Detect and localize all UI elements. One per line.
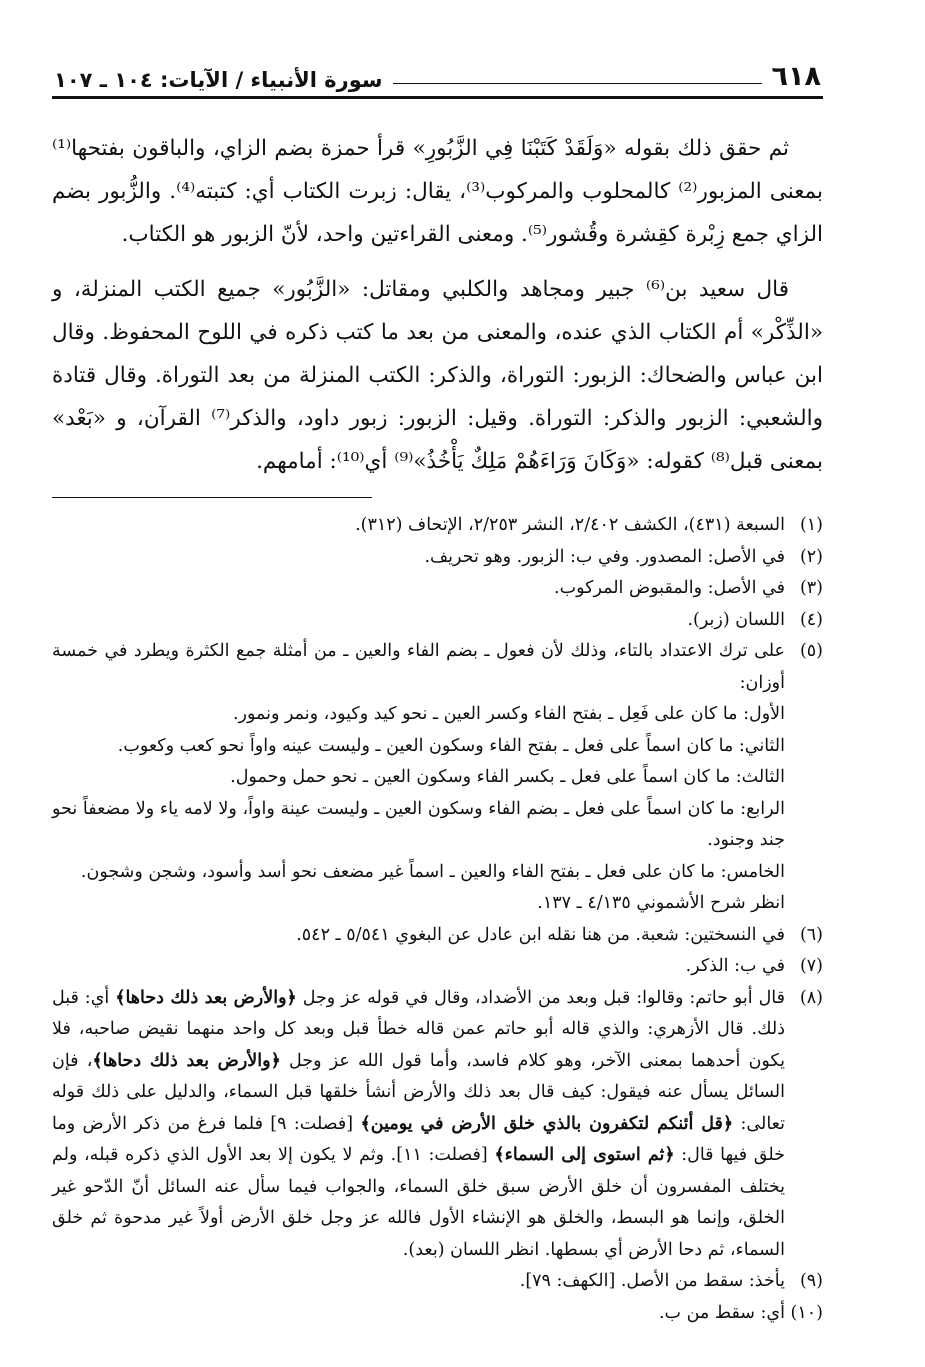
footnote-3 — [52, 573, 823, 605]
footnote-text: في الأصل: والمقبوض المركوب. — [554, 578, 785, 598]
footnote-text: ، فإن السائل يسأل عنه فيقول: كيف قال بعد ذلك والأرض أنشأ خلقها قبل السماء، والدليل على ذلك قوله تعالى: — [52, 1050, 785, 1134]
footnote-number: (٦) — [799, 924, 823, 945]
running-title: سورة الأنبياء / الآيات: ١٠٤ ـ ١٠٧ — [54, 68, 383, 92]
footnote-9 — [52, 1266, 823, 1298]
footnote-number: (٨) — [799, 987, 823, 1008]
footnote-5-line: الأول: ما كان على فَعِل ـ بفتح الفاء وكسر العين ـ نحو كيد وكيود، ونمر ونمور. — [232, 704, 785, 724]
footnote-text: أي: قبل ذلك. قال الأزهري: والذي قاله أبو حاتم عمن قاله خطأ قبل وبعد كل واحد منهما نقيض صاحبه، فلا يكون أحدهما بمعنى الآخر، وهو كلام فاسد، وأما قول الله عز وجل — [52, 987, 785, 1071]
footnote-6 — [52, 920, 823, 952]
quran-quote: ﴿قل أئنكم لتكفرون بالذي خلق الأرض في يومين﴾ — [360, 1113, 734, 1134]
quran-quote: ﴿والأرض بعد ذلك دحاها﴾ — [115, 987, 297, 1008]
footnote-text: على ترك الاعتداد بالتاء، وذلك لأن فعول ـ بضم الفاء والعين ـ من أمثلة جمع الكثرة ويطرد في خمسة أوزان: — [52, 641, 785, 693]
footnote-text: قال أبو حاتم: وقالوا: قبل وبعد من الأضداد، وقال في قوله عز وجل — [302, 987, 785, 1008]
footnotes — [52, 510, 823, 1329]
footnote-4 — [52, 605, 823, 637]
footnote-10 — [52, 1298, 823, 1330]
footnote-text: السبعة (٤٣١)، الكشف ٢/٤٠٢، النشر ٢/٢٥٣، الإتحاف (٣١٢). — [355, 515, 785, 535]
quran-quote: ﴿ثم استوى إلى السماء﴾ — [494, 1145, 675, 1165]
footnote-number: (١٠) — [790, 1302, 823, 1323]
footnote-number: (٤) — [799, 609, 823, 630]
footnote-8 — [52, 983, 823, 1267]
footnote-text: أي: سقط من ب. — [658, 1302, 785, 1323]
page-number: ٦١٨ — [771, 61, 821, 92]
footnote-text: في الأصل: المصدور. وفي ب: الزبور. وهو تحريف. — [424, 546, 785, 567]
footnote-number: (٥) — [799, 641, 823, 661]
footnote-text: يأخذ: سقط من الأصل. [الكهف: ٧٩]. — [519, 1271, 785, 1291]
footnote-7 — [52, 951, 823, 983]
footnote-number: (٢) — [799, 546, 823, 567]
footnote-divider — [52, 497, 372, 498]
footnote-text: في النسختين: شعبة. من هنا نقله ابن عادل عن البغوي ٥/٥٤١ ـ ٥٤٢. — [296, 924, 785, 945]
page-header — [52, 52, 823, 99]
footnote-5-line: الرابع: ما كان اسماً على فعل ـ بضم الفاء وسكون العين ـ وليست عينة واواً، ولا لامه ياء ولا مضعفاً نحو جند وجنود. — [52, 798, 785, 850]
footnote-number: (٧) — [799, 956, 823, 976]
footnote-5-line: الثاني: ما كان اسماً على فعل ـ بفتح الفاء وسكون العين ـ وليست عينه واواً نحو كعب وكعوب. — [117, 735, 785, 756]
main-paragraph: ثم حقق ذلك بقوله «وَلَقَدْ كَتَبْنَا فِي الزَّبُورِ» قرأ حمزة بضم الزاي، والباقون بفتحها⁽¹⁾ بمعنى المزبور⁽²⁾ كالمحلوب والمركوب⁽³⁾، يقال: زبرت الكتاب أي: كتبته⁽⁴⁾. والزُّبور بضم الزاي جمع زِبْرة كقِشرة وقُشور⁽⁵⁾. ومعنى القراءتين واحد، لأنّ الزبور هو الكتاب. — [52, 136, 823, 247]
main-paragraph: قال سعيد بن⁽⁶⁾ جبير ومجاهد والكلبي ومقاتل: «الزَّبُور» جميع الكتب المنزلة، و «الذِّكْر» أم الكتاب الذي عنده، والمعنى من بعد ما كتب ذكره في اللوح المحفوظ. وقال ابن عباس والضحاك: الزبور: التوراة، والذكر: الكتب المنزلة من بعد التوراة. وقال قتادة والشعبي: الزبور والذكر: التوراة. وقيل: الزبور: زبور داود، والذكر⁽⁷⁾ القرآن، و «بَعْد» بمعنى قبل⁽⁸⁾ كقوله: «وَكَانَ وَرَاءَهُمْ مَلِكٌ يَأْخُذُ»⁽⁹⁾ أي⁽¹⁰⁾: أمامهم. — [52, 277, 823, 474]
footnote-5-line: الخامس: ما كان على فعل ـ بفتح الفاء والعين ـ اسماً غير مضعف نحو أسد وأسود، وشجن وشجون. — [80, 861, 785, 882]
footnote-number: (٩) — [799, 1271, 823, 1291]
footnote-text: [فصلت: ٩] فلما فرغ من ذكر الأرض وما خلق فيها قال: — [52, 1113, 785, 1165]
footnote-number: (٣) — [799, 578, 823, 598]
header-rule — [393, 83, 762, 84]
footnote-1 — [52, 510, 823, 542]
footnote-text: في ب: الذكر. — [685, 956, 785, 976]
footnote-number: (١) — [799, 515, 823, 535]
main-text — [52, 127, 823, 483]
quran-quote: ﴿والأرض بعد ذلك دحاها﴾ — [92, 1050, 281, 1071]
footnote-5-line: انظر شرح الأشموني ٤/١٣٥ ـ ١٣٧. — [537, 893, 785, 913]
footnote-5-line: الثالث: ما كان اسماً على فعل ـ بكسر الفاء وسكون العين ـ نحو حمل وحمول. — [230, 767, 785, 787]
footnote-2 — [52, 542, 823, 574]
footnote-5 — [52, 636, 823, 699]
footnote-text: اللسان (زبر). — [687, 609, 785, 630]
footnote-text: [فصلت: ١١]. وثم لا يكون إلا بعد الأول الذي ذكره قبله، ولم يختلف المفسرون أن خلق الأرض سبق خلق السماء، والجواب فيما سأل عنه السائل أنّ الدّحو غير الخلق، وإنما هو البسط، والخلق هو الإنشاء الأول فالله عز وجل خلق الأرض أولاً غير مدحوة ثم خلق السماء، ثم دحا الأرض أي بسطها. انظر اللسان (بعد). — [52, 1145, 785, 1260]
